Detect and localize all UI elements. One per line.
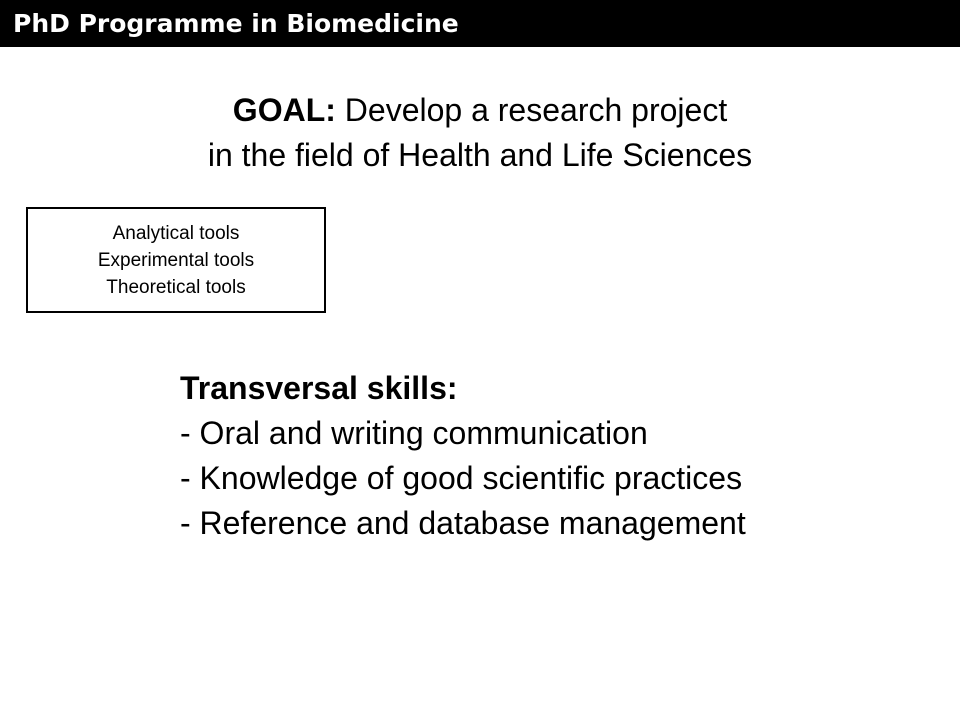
goal-line-1 — [0, 88, 960, 133]
tools-item-analytical: Analytical tools — [112, 222, 240, 244]
goal-statement — [0, 88, 960, 178]
tools-item-theoretical: Theoretical tools — [106, 276, 246, 298]
header-bar — [0, 0, 960, 47]
tools-item-experimental: Experimental tools — [97, 249, 255, 271]
skills-item-communication: - Oral and writing communication — [180, 415, 648, 451]
skills-title: Transversal skills: — [180, 370, 458, 406]
goal-text-line-2: in the field of Health and Life Sciences — [207, 137, 753, 173]
skills-item-database-management: - Reference and database management — [180, 505, 746, 541]
goal-text-line-1: Develop a research project — [344, 92, 728, 128]
tools-box — [26, 207, 326, 313]
transversal-skills — [180, 366, 746, 546]
skills-item-scientific-practices: - Knowledge of good scientific practices — [180, 460, 743, 496]
header-title: PhD Programme in Biomedicine — [13, 9, 459, 38]
goal-label: GOAL: — [232, 92, 336, 128]
